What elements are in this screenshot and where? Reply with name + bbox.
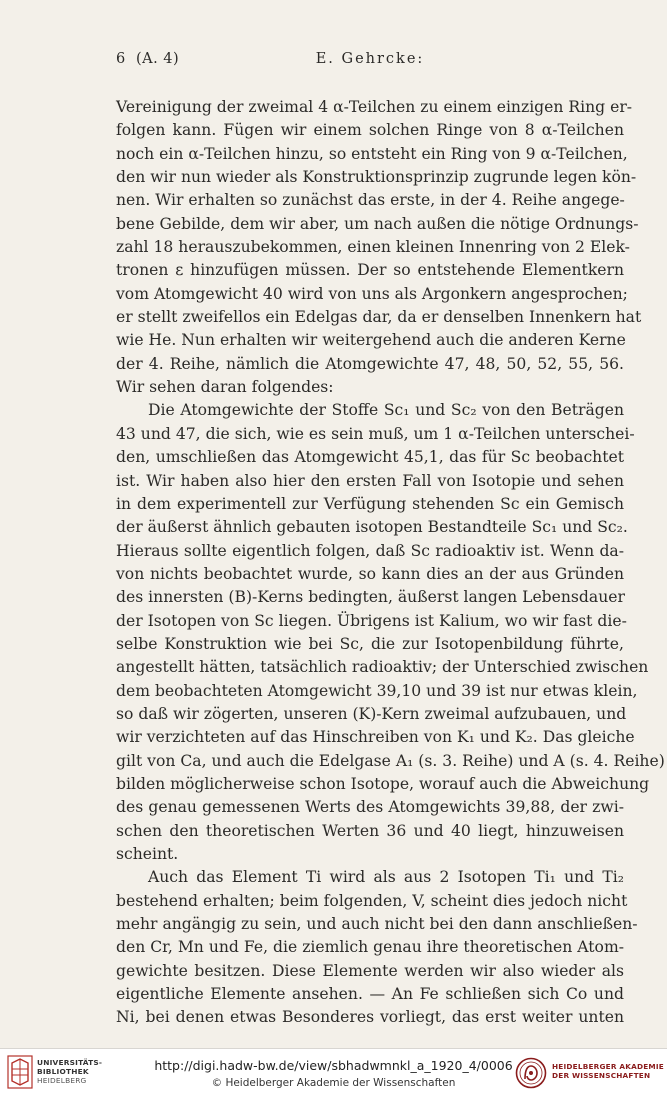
text-line: noch ein α-Teilchen hinzu, so entsteht ein Ring von 9 α-Teilchen, [116, 144, 628, 163]
viewer-footer [0, 1048, 667, 1096]
permalink-url[interactable]: http://digi.hadw-bw.de/view/sbhadwmnkl_a_1920_4/0006 [154, 1058, 513, 1073]
section-ref: (A. 4) [135, 51, 180, 67]
text-line: nen. Wir erhalten so zunächst das erste, in der 4. Reihe angege- [116, 191, 625, 210]
text-line: zahl 18 herauszubekommen, einen kleinen Innenring von 2 Elek- [116, 238, 630, 257]
text-line: so daß wir zögerten, unseren (K)-Kern zweimal aufzubauen, und [116, 704, 627, 723]
text-line: Auch das Element Ti wird als aus 2 Isotopen Ti₁ und Ti₂ [148, 868, 624, 887]
text-line: tronen ε hinzufügen müssen. Der so entstehende Elementkern [116, 261, 624, 280]
text-line: in dem experimentell zur Verfügung stehenden Sc ein Gemisch [116, 494, 624, 513]
text-line: Ni, bei denen etwas Besonderes vorliegt, das erst weiter unten [116, 1008, 624, 1027]
text-line: Hieraus sollte eigentlich folgen, daß Sc radioaktiv ist. Wenn da- [116, 541, 624, 560]
text-line: den Cr, Mn und Fe, die ziemlich genau ihre theoretischen Atom- [116, 938, 624, 957]
academy-name-line: HEIDELBERGER AKADEMIE [552, 1062, 664, 1071]
library-city: HEIDELBERG [37, 1076, 87, 1085]
text-line: wie He. Nun erhalten wir weitergehend auch die anderen Kerne [116, 331, 626, 350]
text-line: von nichts beobachtet wurde, so kann dies an der aus Gründen [116, 564, 624, 583]
text-line: der Isotopen von Sc liegen. Übrigens ist Kalium, wo wir fast die- [116, 611, 627, 630]
text-line: gilt von Ca, und auch die Edelgase A₁ (s. 3. Reihe) und A (s. 4. Reihe) [116, 751, 665, 770]
text-line: bilden möglicherweise schon Isotope, worauf auch die Abweichung [116, 774, 650, 793]
text-line: bestehend erhalten; beim folgenden, V, scheint dies jedoch nicht [116, 891, 628, 910]
library-name-line: BIBLIOTHEK [37, 1067, 89, 1076]
academy-name [552, 1062, 664, 1080]
running-title: E. Gehrcke: [315, 51, 425, 67]
library-name-line: UNIVERSITÄTS- [37, 1058, 103, 1067]
text-line: der 4. Reihe, nämlich die Atomgewichte 47, 48, 50, 52, 55, 56. [116, 354, 624, 373]
text-line: Die Atomgewichte der Stoffe Sc₁ und Sc₂ von den Beträgen [148, 401, 624, 420]
text-line: Vereinigung der zweimal 4 α-Teilchen zu einem einzigen Ring er- [116, 98, 633, 116]
academy-seal-icon[interactable] [514, 1057, 548, 1089]
text-line: er stellt zweifellos ein Edelgas dar, da er denselben Innenkern hat [116, 308, 642, 327]
text-line: schen den theoretischen Werten 36 und 40 liegt, hinzuweisen [116, 821, 624, 840]
body-text [116, 96, 665, 1030]
text-line: des innersten (B)-Kerns bedingten, äußerst langen Lebensdauer [116, 588, 625, 607]
page-number: 6 [116, 51, 126, 67]
copyright-notice: © Heidelberger Akademie der Wissenschaften [211, 1077, 456, 1089]
text-line: ist. Wir haben also hier den ersten Fall von Isotopie und sehen [116, 471, 624, 490]
text-line: den wir nun wieder als Konstruktionsprinzip zugrunde legen kön- [116, 168, 637, 187]
text-line: angestellt hätten, tatsächlich radioaktiv; der Unterschied zwischen [116, 658, 649, 677]
text-line: bene Gebilde, dem wir aber, um nach außen die nötige Ordnungs- [116, 214, 639, 233]
text-line: des genau gemessenen Werts des Atomgewichts 39,88, der zwi- [116, 798, 624, 817]
text-line: folgen kann. Fügen wir einem solchen Ringe von 8 α-Teilchen [116, 121, 624, 140]
text-line: wir verzichteten auf das Hinschreiben von K₁ und K₂. Das gleiche [116, 728, 635, 747]
text-line: Wir sehen daran folgendes: [116, 378, 334, 397]
text-line: eigentliche Elemente ansehen. — An Fe schließen sich Co und [116, 985, 624, 1004]
text-line: dem beobachteten Atomgewicht 39,10 und 39 ist nur etwas klein, [116, 681, 638, 700]
text-line: der äußerst ähnlich gebauten isotopen Bestandteile Sc₁ und Sc₂. [116, 518, 628, 537]
text-line: vom Atomgewicht 40 wird von uns als Argonkern angesprochen; [116, 284, 628, 303]
text-line: selbe Konstruktion wie bei Sc, die zur Isotopenbildung führte, [116, 634, 624, 653]
text-line: mehr angängig zu sein, und auch nicht bei den dann anschließen- [116, 915, 638, 934]
text-line: 43 und 47, die sich, wie es sein muß, um 1 α-Teilchen unterschei- [116, 424, 635, 443]
text-line: scheint. [116, 845, 179, 863]
academy-name-line: DER WISSENSCHAFTEN [552, 1071, 651, 1080]
text-line: den, umschließen das Atomgewicht 45,1, das für Sc beobachtet [116, 448, 624, 467]
page-header [116, 51, 624, 71]
text-line: gewichte besitzen. Diese Elemente werden wir also wieder als [116, 961, 624, 980]
